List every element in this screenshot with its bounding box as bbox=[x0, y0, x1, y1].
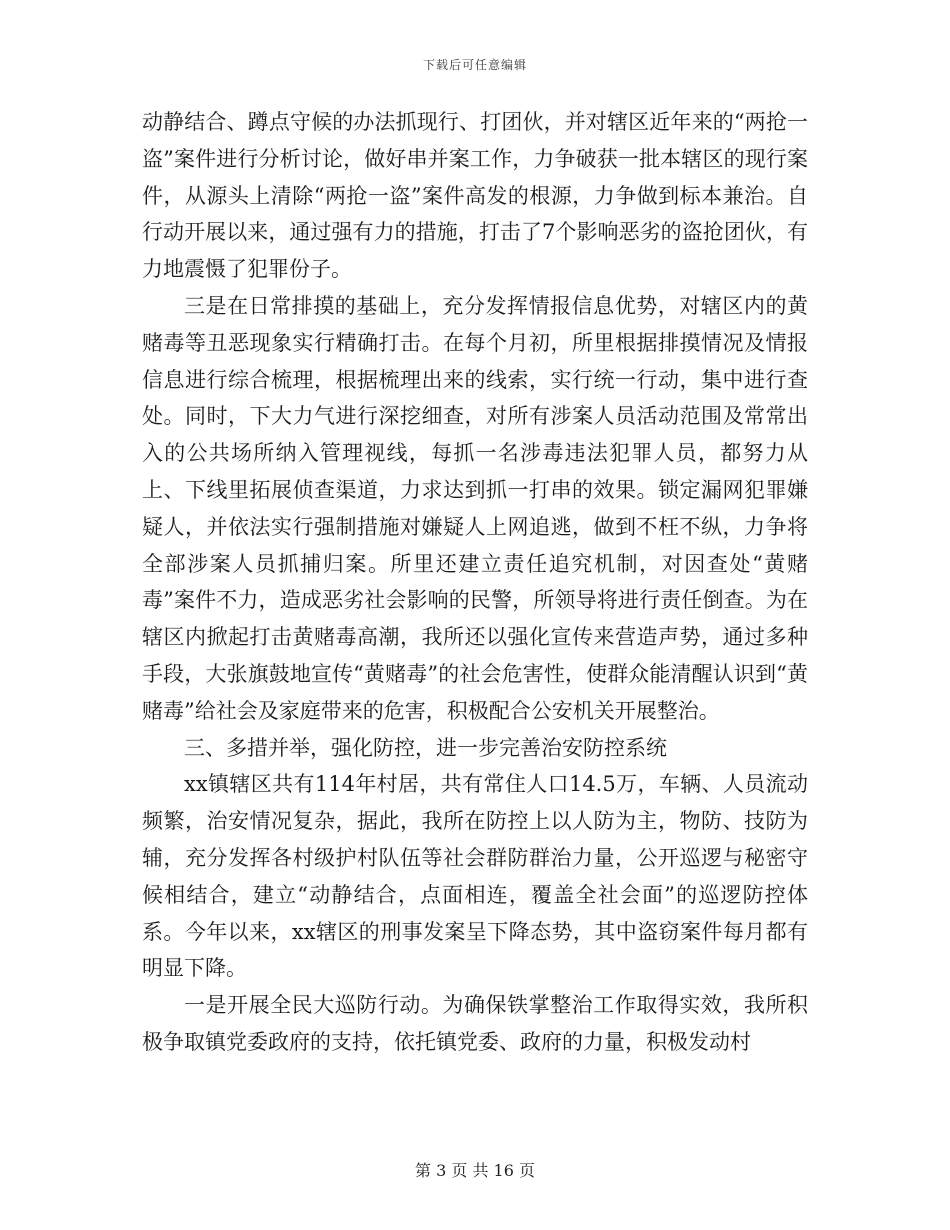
page-header: 下载后可任意编辑 bbox=[422, 58, 527, 72]
paragraph-1: 动静结合、蹲点守候的办法抓现行、打团伙，并对辖区近年来的“两抢一盗”案件进行分析讨论，做好串并案工作，力争破获一批本辖区的现行案件，从源头上清除“两抢一盗”案件高发的根源，力争做到标本兼治。自行动开展以来，通过强有力的措施，打击了7个影响恶劣的盗抢团伙，有力地震慑了犯罪份子。 bbox=[142, 110, 808, 282]
paragraph-4: 一是开展全民大巡防行动。为确保铁掌整治工作取得实效，我所积极争取镇党委政府的支持，依托镇党委、政府的力量，积极发动村 bbox=[142, 993, 808, 1054]
section-heading: 三、多措并举，强化防控，进一步完善治安防控系统 bbox=[184, 735, 667, 760]
paragraph-2: 三是在日常排摸的基础上，充分发挥情报信息优势，对辖区内的黄赌毒等丑恶现象实行精确打击。在每个月初，所里根据排摸情况及情报信息进行综合梳理，根据梳理出来的线索，实行统一行动，集中进行查处。同时，下大力气进行深挖细查，对所有涉案人员活动范围及常常出入的公共场所纳入管理视线，每抓一名涉毒违法犯罪人员，都努力从上、下线里拓展侦查渠道，力求达到抓一打串的效果。锁定漏网犯罪嫌疑人，并依法实行强制措施对嫌疑人上网追逃，做到不枉不纵，力争将全部涉案人员抓捕归案。所里还建立责任追究机制，对因查处“黄赌毒”案件不力，造成恶劣社会影响的民警，所领导将进行责任倒查。为在辖区内掀起打击黄赌毒高潮，我所还以强化宣传来营造声势，通过多种手段，大张旗鼓地宣传“黄赌毒”的社会危害性，使群众能清醒认识到“黄赌毒”给社会及家庭带来的危害，积极配合公安机关开展整治。 bbox=[142, 293, 808, 723]
page-number: 第 3 页 共 16 页 bbox=[415, 1161, 535, 1180]
paragraph-3: xx镇辖区共有114年村居，共有常住人口14.5万，车辆、人员流动频繁，治安情况复杂，据此，我所在防控上以人防为主，物防、技防为辅，充分发挥各村级护村队伍等社会群防群治力量，公开巡逻与秘密守候相结合，建立“动静结合，点面相连，覆盖全社会面”的巡逻防控体系。今年以来，xx辖区的刑事发案呈下降态势，其中盗窃案件每月都有明显下降。 bbox=[142, 772, 808, 981]
document-body bbox=[142, 104, 808, 1061]
